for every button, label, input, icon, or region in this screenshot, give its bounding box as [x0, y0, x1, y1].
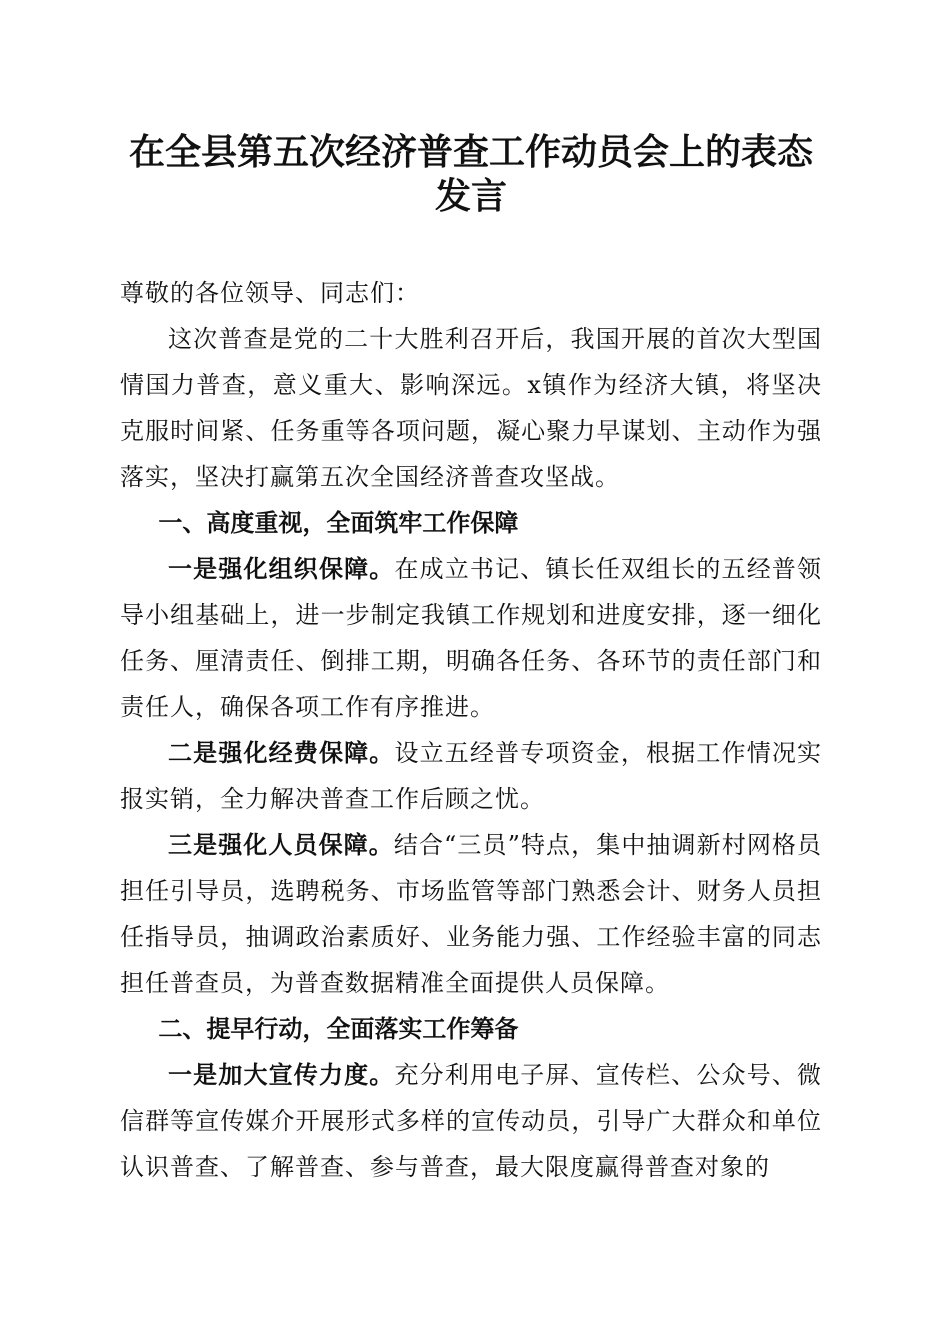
paragraph-funding	[120, 730, 822, 822]
paragraph-lead: 二是强化经费保障。	[168, 738, 395, 767]
intro-paragraph: 这次普查是党的二十大胜利召开后，我国开展的首次大型国情国力普查，意义重大、影响深远。x镇作为经济大镇，将坚决克服时间紧、任务重等各项问题，凝心聚力早谋划、主动作为强落实，坚决打赢第五次全国经济普查攻坚战。	[120, 325, 822, 491]
paragraph-lead: 一是强化组织保障。	[168, 554, 395, 583]
section-heading-1: 一、高度重视，全面筑牢工作保障	[158, 509, 519, 537]
document-title: 在全县第五次经济普查工作动员会上的表态发言	[128, 131, 813, 217]
paragraph-lead: 三是强化人员保障。	[168, 830, 394, 859]
paragraph-lead: 一是加大宣传力度。	[168, 1060, 395, 1089]
greeting: 尊敬的各位领导、同志们：	[120, 279, 420, 307]
paragraph-publicity	[120, 1052, 822, 1190]
paragraph-text: 充分利用电子屏、宣传栏、公众号、微信群等宣传媒介开展形式多样的宣传动员，引导广大群众和单位认识普查、了解普查、参与普查，最大限度赢得普查对象的	[120, 1061, 823, 1181]
section-heading-2: 二、提早行动，全面落实工作筹备	[158, 1015, 519, 1043]
paragraph-personnel	[120, 822, 822, 1006]
paragraph-organization	[120, 546, 822, 730]
paragraph-text: 在成立书记、镇长任双组长的五经普领导小组基础上，进一步制定我镇工作规划和进度安排，逐一细化任务、厘清责任、倒排工期，明确各任务、各环节的责任部门和责任人，确保各项工作有序推进。	[120, 555, 823, 721]
paragraph-text: 设立五经普专项资金，根据工作情况实报实销，全力解决普查工作后顾之忧。	[120, 739, 823, 813]
paragraph-text: 结合“三员”特点，集中抽调新村网格员担任引导员，选聘税务、市场监管等部门熟悉会计、财务人员担任指导员，抽调政治素质好、业务能力强、工作经验丰富的同志担任普查员，为普查数据精准全面提供人员保障。	[120, 831, 823, 997]
